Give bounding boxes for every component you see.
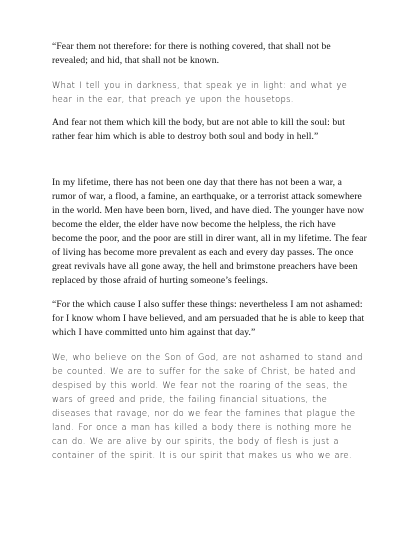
scripture-quote-4: “For the which cause I also suffer these things: nevertheless I am not ashamed: for I know whom I have believed, and am persuaded that he is able to keep that which I have committed unto him against that day.” xyxy=(52,299,365,338)
lifetime-paragraph: In my lifetime, there has not been one day that there has not been a war, a rumor of war, a flood, a famine, an earthquake, or a terrorist attack somewhere in the world. Men have been born, lived, and have died. The younger have now become the elder, the elder have now become the helpless, the rich have become the poor, and the poor are still in direr want, all in my lifetime. The fear of living has become more prevalent as each and every day passes. The once great revivals have all gone away, the hell and brimstone preachers have been replaced by those afraid of hurting someone’s feelings. xyxy=(52,177,367,286)
scripture-quote-1: “Fear them not therefore: for there is nothing covered, that shall not be revealed; and hid, that shall not be known. xyxy=(52,41,331,66)
section-gap xyxy=(52,154,368,176)
believers-paragraph: We, who believe on the Son of God, are not ashamed to stand and be counted. We are to suffer for the sake of Christ, be hated and despised by this world. We fear not the roaring of the seas, the wars of greed and pride, the failing financial situations, the diseases that ravage, nor do we fear the famines that plague the land. For once a man has killed a body there is nothing more he can do. We are alive by our spirits, the body of flesh is just a container of the spirit. It is our spirit that makes us who we are. xyxy=(52,352,363,460)
scripture-quote-3: And fear not them which kill the body, but are not able to kill the soul: but rather fear him which is able to destroy both soul and body in hell.” xyxy=(52,117,345,142)
scripture-quote-2: What I tell you in darkness, that speak ye in light: and what ye hear in the ear, that preach ye upon the housetops. xyxy=(52,80,348,104)
